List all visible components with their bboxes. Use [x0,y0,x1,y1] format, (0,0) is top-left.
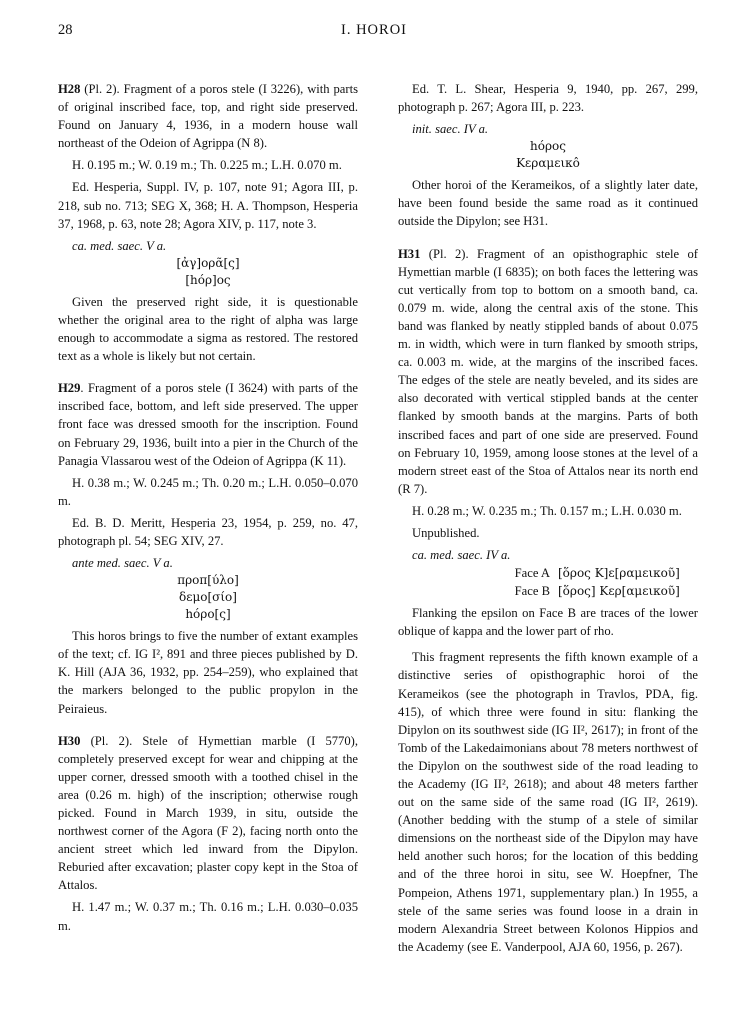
h30-inscription-line-2: Κεραμεικô [516,156,580,171]
h29-description: H29. Fragment of a poros stele (I 3624) with parts of the inscribed face, bottom, and left side preserved. The upper front face was dressed smooth for the inscription. Found on February 29, 1936, built into a pier in the Church of the Panagia Vlassarou west of the Odeion of Agrippa (K 11). [58,381,358,468]
h31-face-b-label: Face B [514,584,550,599]
h28-id: H28 [58,82,81,96]
h28-dimensions: H. 0.195 m.; W. 0.19 m.; Th. 0.225 m.; L.H. 0.070 m. [72,158,342,173]
h31-face-a-label: Face A [514,566,550,581]
h29-comment: This horos brings to five the number of extant examples of the text; cf. IG I², 891 and three pieces published by D. K. Hill (AJA 36, 1932, pp. 254–259), who explained that the markers belonged to the public propylon in the Peiraieus. [58,629,358,716]
h28-bibliography: Ed. Hesperia, Suppl. IV, p. 107, note 91; Agora III, p. 218, sub no. 713; SEG X, 368; H. A. Thompson, Hesperia 37, 1968, p. 63, note 28; Agora XIV, p. 117, note 3. [58,180,358,231]
h28-date: ca. med. saec. V a. [72,238,167,253]
h29-inscription-line-3: hóρο[ς] [185,607,231,622]
h30-date: init. saec. IV a. [412,122,489,137]
h29-bibliography: Ed. B. D. Meritt, Hesperia 23, 1954, p. 259, no. 47, photograph pl. 54; SEG XIV, 27. [58,515,358,548]
running-head: I. HOROI [341,22,407,38]
right-column [398,80,698,956]
h28-inscription-line-1: [ἀγ]ορᾶ[ς] [176,255,240,270]
h29-inscription-line-1: προπ[ύλο] [177,573,239,588]
h31-date: ca. med. saec. IV a. [412,548,511,563]
h29-date: ante med. saec. V a. [72,556,173,571]
h31-note: Flanking the epsilon on Face B are traces of the lower oblique of kappa and the lower part of rho. [398,606,698,639]
h30-inscription-line-1: hόρος [530,139,566,154]
page-number: 28 [58,22,73,38]
h31-dimensions: H. 0.28 m.; W. 0.235 m.; Th. 0.157 m.; L.H. 0.030 m. [412,503,682,518]
h30-id: H30 [58,733,81,748]
h31-id: H31 [398,246,421,261]
h28-inscription-line-2: [hóρ]ος [185,272,231,287]
h31-face-b [398,582,698,600]
h30-bibliography: Ed. T. L. Shear, Hesperia 9, 1940, pp. 267, 299, photograph p. 267; Agora III, p. 223. [398,82,698,115]
h31-comment: This fragment represents the fifth known example of a distinctive series of opisthographic horoi of the Kerameikos (see the photograph in Travlos, PDA, fig. 415), of which three were found in situ: flanking the Dipylon on its southwest side (IG II², 2617); in front of the Tomb of the Lakedaimonians about 78 meters northwest of the Dipylon on the southwest side of the road leading to the Academy (IG II², 2618); and about 48 meters farther out on the same side of the same road (IG II², 2619). (Another bedding with the stump of a stele of similar dimensions on the northeast side of the Dipylon may have held another such horos; for the location of this bedding and of the three horoi in situ, see W. Hoepfner, The Pompeion, Athens 1971, supplementary plan.) In 1955, a stele of the same series was found loose in a drain in modern Alexandria Street between Kolonos Hippios and the Academy (see E. Vanderpool, AJA 60, 1956, p. 267). [398,650,698,954]
h29-id: H29 [58,381,81,396]
h31-face-a [398,564,698,582]
h28-comment: Given the preserved right side, it is questionable whether the original area to the right of alpha was large enough to accommodate a sigma as restored. The restored text as a whole is likely but not certain. [58,294,358,364]
h30-comment: Other horoi of the Kerameikos, of a slightly later date, have been found beside the same road as it continued outside the Dipylon; see H31. [398,178,698,229]
h28-description: H28 (Pl. 2). Fragment of a poros stele (I 3226), with parts of original inscribed face, top, and right side preserved. Found on January 4, 1936, in a modern house wall northeast of the Odeion of Agrippa (N 8). [58,82,358,151]
left-column [58,80,358,935]
h30-dimensions: H. 1.47 m.; W. 0.37 m.; Th. 0.16 m.; L.H. 0.030–0.035 m. [58,900,358,933]
h29-inscription-line-2: δεμο[σίο] [179,590,237,605]
h31-face-a-text: [ὅρος Κ]ε[ραμεικοῦ] [558,566,680,581]
h31-description: H31 (Pl. 2). Fragment of an opisthographic stele of Hymettian marble (I 6835); on both faces the lettering was cut vertically from top to bottom on a smooth band, ca. 0.079 m. wide, along the central axis of the stone. This band was flanked by neatly stippled bands of about 0.075 m. in width, which were in turn flanked by smooth strips, ca. 0.003 m. wide, at the margins of the inscribed faces. The edges of the stele are neatly beveled, and its sides are also decorated with vertical stippled bands at the center flanked by smooth bands at the margins. Parts of both inscribed faces and part of one side are preserved. Found on February 10, 1959, among loose stones at the level of a modern street east of the Stoa of Attalos near its north end (R 7). [398,246,698,496]
h30-description: H30 (Pl. 2). Stele of Hymettian marble (I 5770), completely preserved except for wear and chipping at the upper corner, dressed smooth with a toothed chisel in the area (0.26 m. high) of the inscription; otherwise rough picked. Found in March 1939, in situ, outside the northwest corner of the Agora (F 2), facing north onto the ancient street which led inward from the Dipylon. Reburied after excavation; plaster copy kept in the Stoa of Attalos. [58,733,358,893]
h29-dimensions: H. 0.38 m.; W. 0.245 m.; Th. 0.20 m.; L.H. 0.050–0.070 m. [58,475,358,508]
h31-unpublished: Unpublished. [412,525,480,540]
h31-face-b-text: [ὅρος] Κερ[αμεικοῦ] [558,584,680,599]
